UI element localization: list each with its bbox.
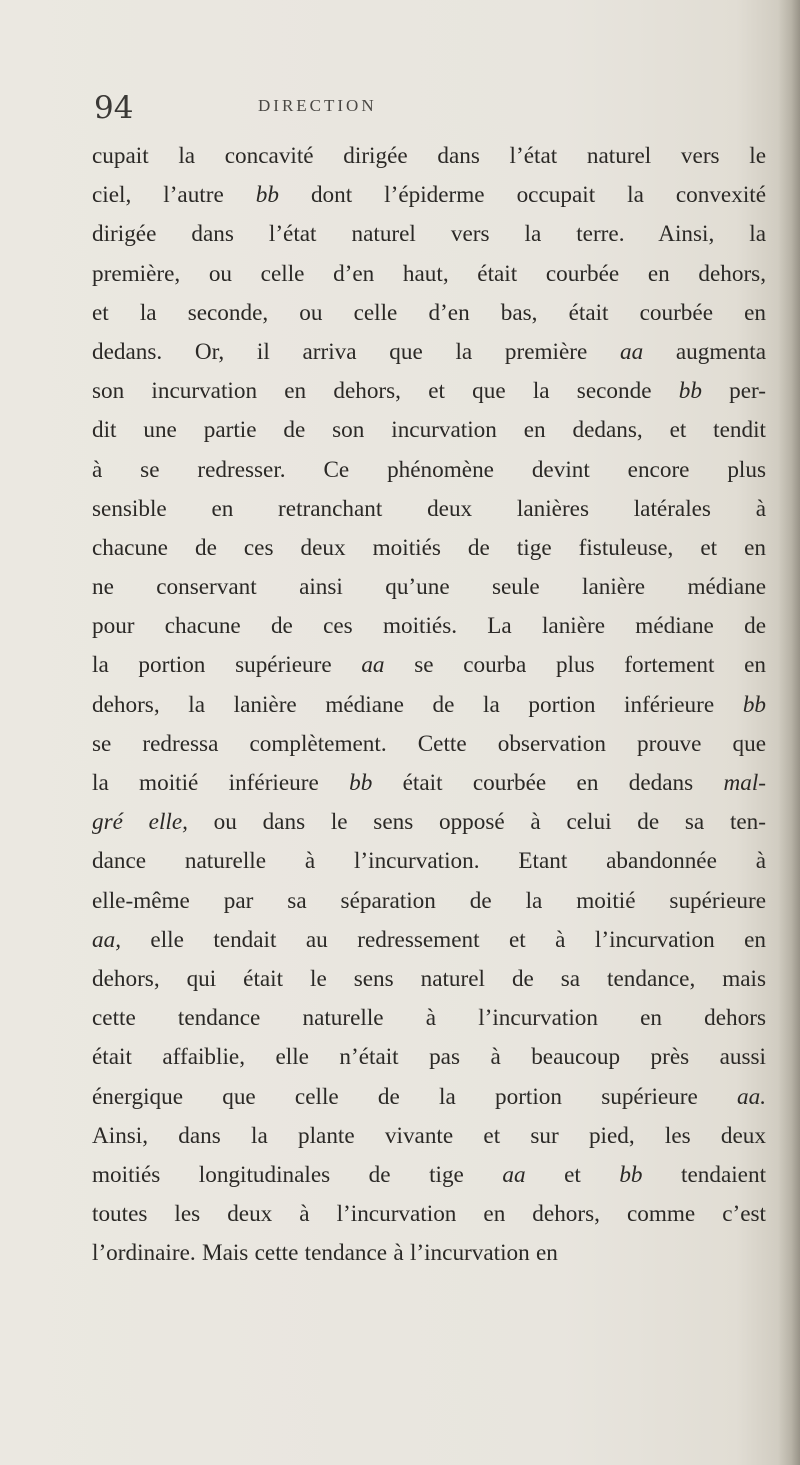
italic-term: aa	[619, 338, 644, 365]
text-line: dirigée dans l’état naturel vers la terre. Ainsi, la	[92, 221, 766, 248]
italic-term: aa	[502, 1161, 526, 1188]
text-line: pour chacune de ces moitiés. La lanière médiane de	[92, 613, 766, 640]
text-line: première, ou celle d’en haut, était courbée en dehors,	[92, 260, 766, 287]
text-line: moitiés longitudinales de tige aa et bb tendaient	[92, 1161, 767, 1188]
text-line: sensible en retranchant deux lanières latérales à	[92, 495, 766, 522]
text-line: la portion supérieure aa se courba plus fortement en	[92, 652, 766, 679]
text-line: dedans. Or, il arriva que la première aa augmenta	[92, 338, 766, 365]
italic-term: aa	[361, 652, 385, 679]
text-line: gré elle, ou dans le sens opposé à celui de sa ten-	[92, 809, 766, 836]
page-gutter-shadow	[778, 0, 800, 1465]
page-header	[90, 88, 770, 128]
body-paragraph	[92, 137, 766, 1273]
text-line: à se redresser. Ce phénomène devint encore plus	[92, 456, 766, 483]
text-line: toutes les deux à l’incurvation en dehors, comme c’est	[92, 1201, 766, 1228]
text-line: dehors, qui était le sens naturel de sa tendance, mais	[92, 965, 766, 992]
text-line: était affaiblie, elle n’était pas à beaucoup près aussi	[92, 1044, 766, 1071]
text-line: dehors, la lanière médiane de la portion inférieure bb	[92, 691, 766, 718]
text-line: énergique que celle de la portion supérieure aa.	[92, 1083, 766, 1110]
italic-term: aa.	[737, 1083, 766, 1110]
text-line: l’ordinaire. Mais cette tendance à l’incurvation en	[92, 1240, 558, 1267]
text-line: ciel, l’autre bb dont l’épiderme occupait la convexité	[92, 182, 766, 209]
text-line: cupait la concavité dirigée dans l’état naturel vers le	[92, 143, 766, 169]
text-line: cette tendance naturelle à l’incurvation en dehors	[92, 1005, 766, 1032]
running-title: DIRECTION	[258, 96, 377, 115]
text-line: ne conservant ainsi qu’une seule lanière médiane	[92, 574, 766, 601]
page-number: 94	[94, 90, 134, 126]
text-line: et la seconde, ou celle d’en bas, était courbée en	[92, 299, 766, 326]
italic-term: gré elle,	[92, 809, 188, 836]
text-line: Ainsi, dans la plante vivante et sur pied, les deux	[92, 1122, 766, 1149]
italic-term: bb	[619, 1161, 643, 1188]
italic-term: aa,	[92, 926, 121, 953]
text-line: la moitié inférieure bb était courbée en dedans mal-	[92, 770, 766, 796]
text-line: chacune de ces deux moitiés de tige fistuleuse, et en	[92, 534, 766, 561]
text-line: aa, elle tendait au redressement et à l’incurvation en	[92, 926, 766, 953]
text-line: dit une partie de son incurvation en dedans, et tendit	[92, 417, 766, 444]
italic-term: bb	[742, 691, 766, 718]
text-line: elle-même par sa séparation de la moitié supérieure	[92, 887, 766, 914]
text-line: son incurvation en dehors, et que la seconde bb per-	[92, 378, 766, 405]
italic-term: bb	[349, 770, 373, 796]
italic-term: mal-	[723, 770, 766, 796]
text-line: dance naturelle à l’incurvation. Etant abandonnée à	[92, 848, 766, 875]
italic-term: bb	[678, 378, 702, 405]
italic-term: bb	[255, 182, 279, 209]
text-line: se redressa complètement. Cette observation prouve que	[92, 730, 766, 757]
